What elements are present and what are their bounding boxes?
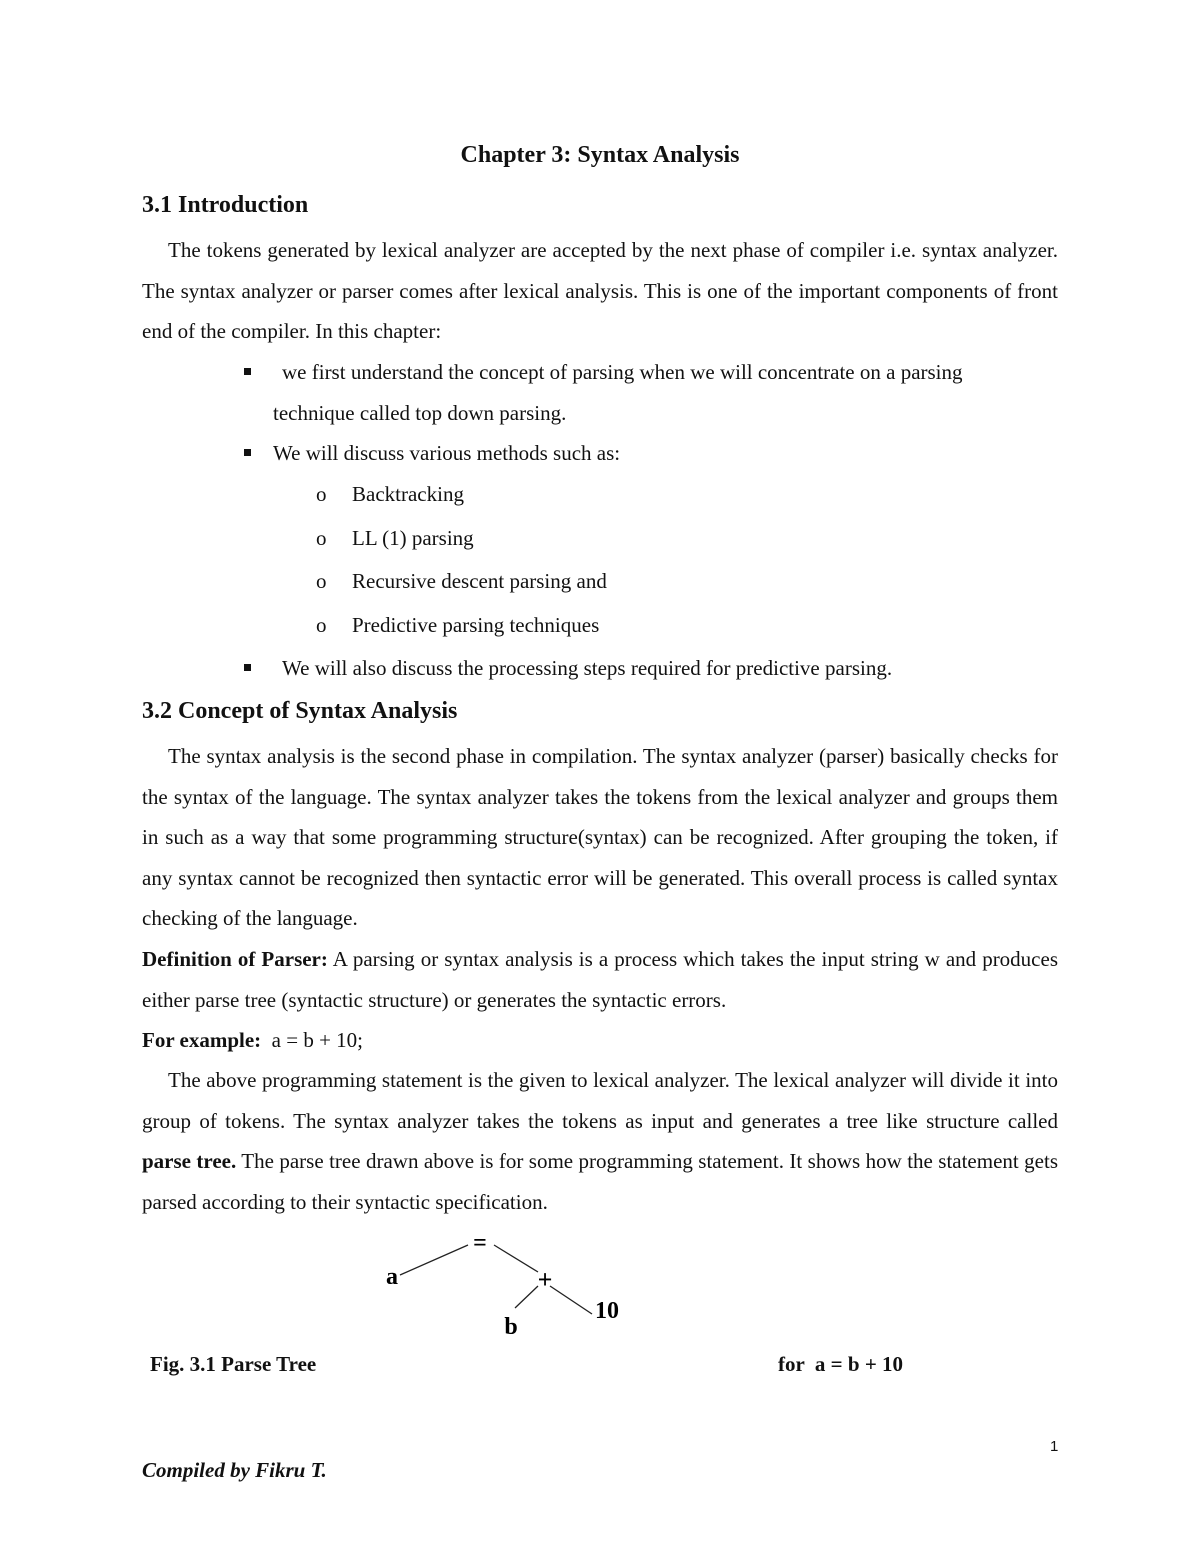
chapter-title: Chapter 3: Syntax Analysis [460,142,740,168]
parser-definition [142,939,1058,1020]
bullet-marker [244,441,251,466]
node-b: b [504,1314,518,1340]
section-3-2-heading: 3.2 Concept of Syntax Analysis [142,698,458,724]
definition-label: Definition of Parser: [142,947,328,971]
bullet-marker [244,656,251,681]
parse-tree-paragraph [142,1060,1058,1222]
node-plus: + [537,1265,553,1294]
parse-tree-text-b: The parse tree drawn above is for some programming statement. It shows how the statement gets parsed according to their syntactic specification. [142,1149,1058,1214]
figure-caption-expression: for a = b + 10 [778,1352,904,1376]
edge-plus-10 [550,1286,592,1314]
section-3-1-heading: 3.1 Introduction [142,192,309,218]
sub-bullet-marker: o [316,613,327,637]
method-predictive: Predictive parsing techniques [352,613,600,637]
sub-bullet-marker: o [316,569,327,593]
figure-caption: Fig. 3.1 Parse Tree [150,1352,317,1376]
bullet-marker [244,360,251,385]
definition-text: A parsing or syntax analysis is a process which takes the input string w and produces either parse tree (syntactic structure) or generates the syntactic errors. [142,947,1059,1012]
bullet-2: We will discuss various methods such as: [273,441,621,465]
method-backtracking: Backtracking [352,482,464,506]
method-recursive-descent: Recursive descent parsing and [352,569,607,593]
intro-paragraph: The tokens generated by lexical analyzer are accepted by the next phase of compiler i.e. syntax analyzer. The syntax analyzer or parser comes after lexical analysis. This is one of the important components of front end of the compiler. In this chapter: [142,238,1058,343]
node-root: = [473,1230,487,1256]
parse-tree-text-a: The above programming statement is the given to lexical analyzer. The lexical analyzer will divide it into group of tokens. The syntax analyzer takes the tokens as input and generates a tree like structure called [142,1068,1058,1133]
example-line [142,1020,1058,1061]
edge-root-plus [494,1245,538,1272]
method-ll1: LL (1) parsing [352,526,474,550]
parse-tree-term: parse tree. [142,1149,237,1173]
bullet-3: We will also discuss the processing steps required for predictive parsing. [282,656,893,680]
node-10: 10 [595,1298,619,1324]
bullet-1-line-2: technique called top down parsing. [273,401,567,425]
sub-bullet-marker: o [316,482,327,506]
example-label: For example: [142,1028,262,1052]
sub-bullet-marker: o [316,526,327,550]
page-number: 1 [1050,1438,1059,1455]
example-text: a = b + 10; [261,1028,364,1052]
edge-root-a [400,1245,468,1275]
node-a: a [386,1264,398,1290]
syntax-analysis-paragraph: The syntax analysis is the second phase in compilation. The syntax analyzer (parser) basically checks for the syntax of the language. The syntax analyzer takes the tokens from the lexical analyzer and groups them in such as a way that some programming structure(syntax) can be recognized. After grouping the token, if any syntax cannot be recognized then syntactic error will be generated. This overall process is called syntax checking of the language. [142,744,1058,930]
bullet-1-line-1: we first understand the concept of parsing when we will concentrate on a parsing [282,360,963,384]
footer-author: Compiled by Fikru T. [142,1458,327,1482]
parse-tree-figure [370,1228,640,1343]
edge-plus-b [515,1286,538,1308]
